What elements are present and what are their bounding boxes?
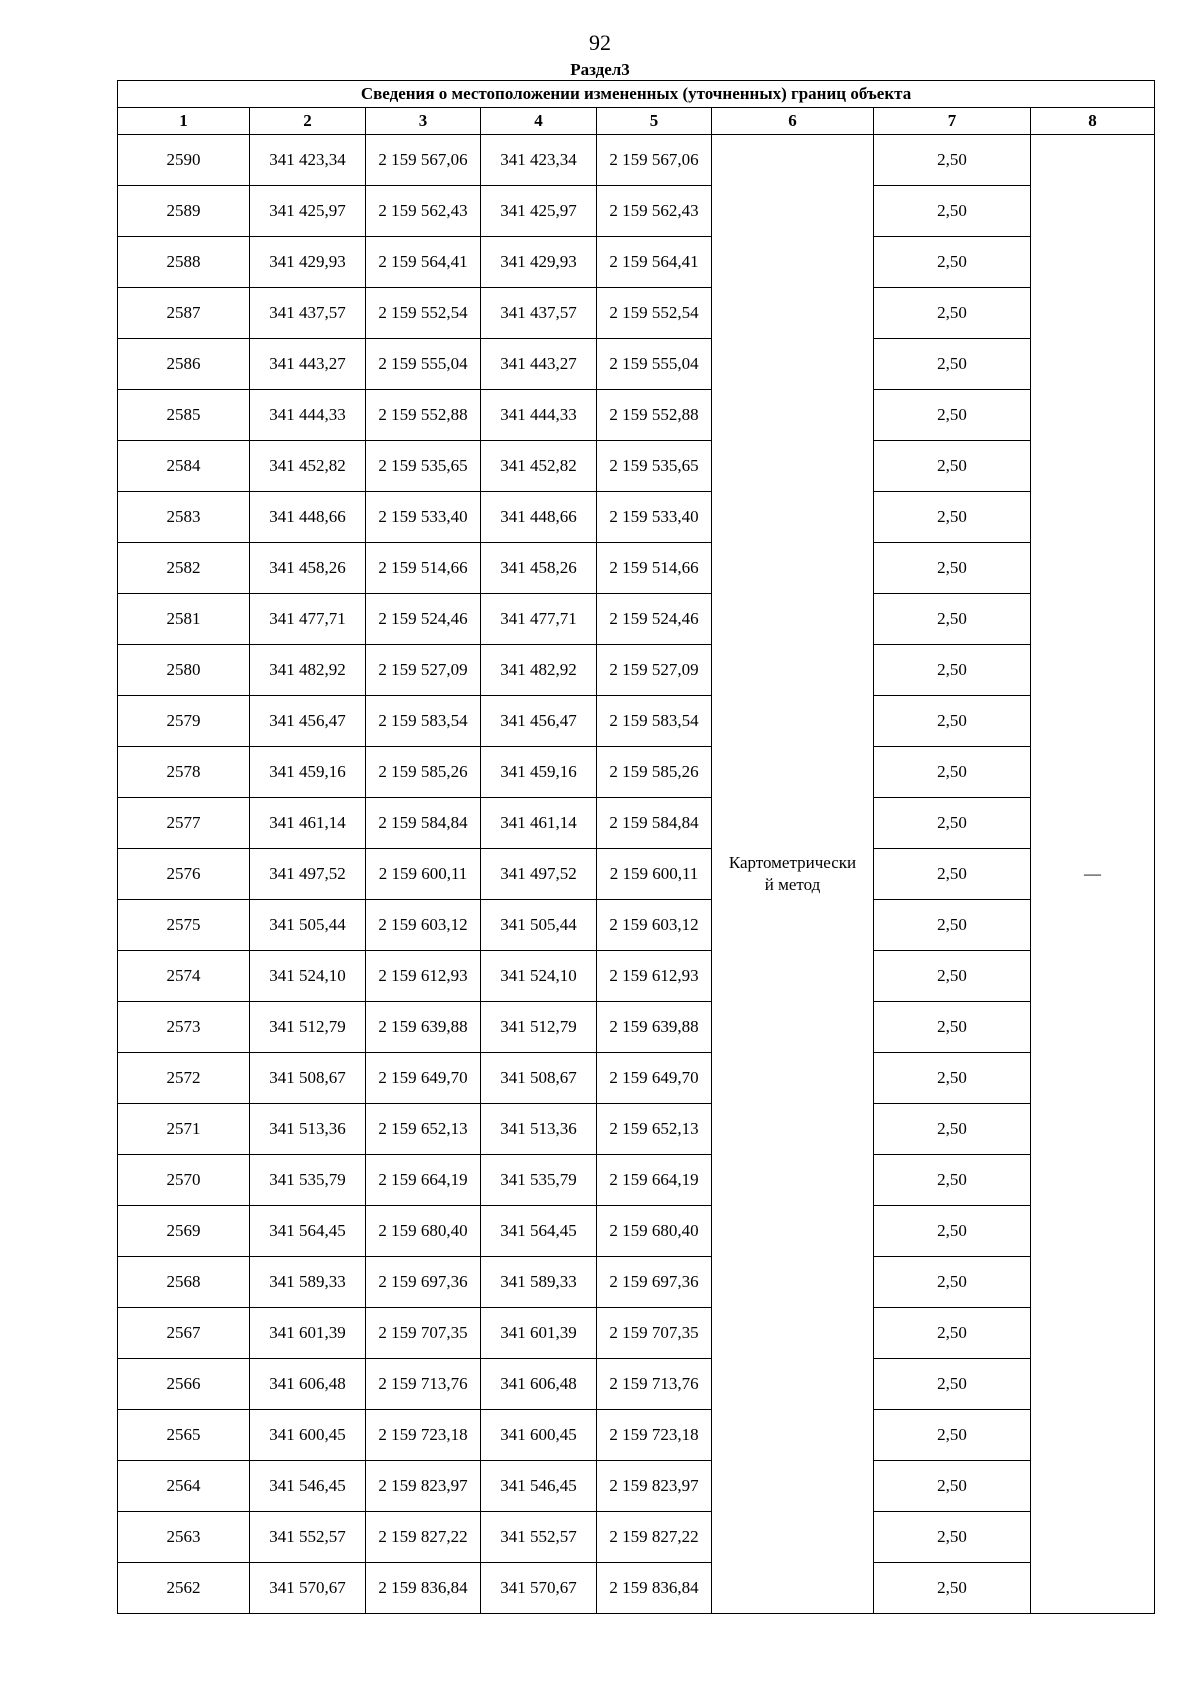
x-existing-cell: 341 437,57 xyxy=(250,288,366,339)
table-row xyxy=(118,186,1155,237)
table-row xyxy=(118,1002,1155,1053)
point-number-cell: 2580 xyxy=(118,645,250,696)
table-row xyxy=(118,1308,1155,1359)
y-new-cell: 2 159 527,09 xyxy=(597,645,712,696)
x-new-cell: 341 443,27 xyxy=(481,339,597,390)
x-new-cell: 341 524,10 xyxy=(481,951,597,1002)
x-existing-cell: 341 461,14 xyxy=(250,798,366,849)
point-number-cell: 2575 xyxy=(118,900,250,951)
x-existing-cell: 341 512,79 xyxy=(250,1002,366,1053)
point-number-cell: 2567 xyxy=(118,1308,250,1359)
y-existing-cell: 2 159 713,76 xyxy=(366,1359,481,1410)
accuracy-cell: 2,50 xyxy=(874,1002,1031,1053)
column-number-1: 1 xyxy=(118,108,250,135)
point-number-cell: 2572 xyxy=(118,1053,250,1104)
x-existing-cell: 341 452,82 xyxy=(250,441,366,492)
accuracy-cell: 2,50 xyxy=(874,645,1031,696)
accuracy-cell: 2,50 xyxy=(874,900,1031,951)
table-row xyxy=(118,1104,1155,1155)
accuracy-cell: 2,50 xyxy=(874,339,1031,390)
accuracy-cell: 2,50 xyxy=(874,543,1031,594)
point-number-cell: 2571 xyxy=(118,1104,250,1155)
column-number-5: 5 xyxy=(597,108,712,135)
y-new-cell: 2 159 836,84 xyxy=(597,1563,712,1614)
y-existing-cell: 2 159 524,46 xyxy=(366,594,481,645)
table-row xyxy=(118,1257,1155,1308)
accuracy-cell: 2,50 xyxy=(874,1308,1031,1359)
x-new-cell: 341 458,26 xyxy=(481,543,597,594)
y-new-cell: 2 159 823,97 xyxy=(597,1461,712,1512)
y-new-cell: 2 159 562,43 xyxy=(597,186,712,237)
x-new-cell: 341 437,57 xyxy=(481,288,597,339)
x-existing-cell: 341 535,79 xyxy=(250,1155,366,1206)
x-new-cell: 341 477,71 xyxy=(481,594,597,645)
table-row xyxy=(118,135,1155,186)
y-new-cell: 2 159 585,26 xyxy=(597,747,712,798)
accuracy-cell: 2,50 xyxy=(874,1053,1031,1104)
y-new-cell: 2 159 827,22 xyxy=(597,1512,712,1563)
x-existing-cell: 341 456,47 xyxy=(250,696,366,747)
point-number-cell: 2586 xyxy=(118,339,250,390)
note-cell: — xyxy=(1031,135,1155,1614)
method-cell xyxy=(712,135,874,1614)
y-new-cell: 2 159 555,04 xyxy=(597,339,712,390)
y-new-cell: 2 159 649,70 xyxy=(597,1053,712,1104)
x-new-cell: 341 459,16 xyxy=(481,747,597,798)
x-existing-cell: 341 505,44 xyxy=(250,900,366,951)
y-existing-cell: 2 159 603,12 xyxy=(366,900,481,951)
accuracy-cell: 2,50 xyxy=(874,390,1031,441)
column-number-4: 4 xyxy=(481,108,597,135)
point-number-cell: 2568 xyxy=(118,1257,250,1308)
column-number-3: 3 xyxy=(366,108,481,135)
x-new-cell: 341 552,57 xyxy=(481,1512,597,1563)
table-row xyxy=(118,696,1155,747)
point-number-cell: 2570 xyxy=(118,1155,250,1206)
x-existing-cell: 341 443,27 xyxy=(250,339,366,390)
y-existing-cell: 2 159 600,11 xyxy=(366,849,481,900)
method-text-line: Картометрически xyxy=(728,853,857,872)
accuracy-cell: 2,50 xyxy=(874,696,1031,747)
x-existing-cell: 341 482,92 xyxy=(250,645,366,696)
accuracy-cell: 2,50 xyxy=(874,186,1031,237)
x-new-cell: 341 601,39 xyxy=(481,1308,597,1359)
y-new-cell: 2 159 583,54 xyxy=(597,696,712,747)
table-row xyxy=(118,849,1155,900)
y-existing-cell: 2 159 555,04 xyxy=(366,339,481,390)
accuracy-cell: 2,50 xyxy=(874,492,1031,543)
point-number-cell: 2584 xyxy=(118,441,250,492)
y-new-cell: 2 159 723,18 xyxy=(597,1410,712,1461)
y-new-cell: 2 159 533,40 xyxy=(597,492,712,543)
y-new-cell: 2 159 612,93 xyxy=(597,951,712,1002)
accuracy-cell: 2,50 xyxy=(874,1563,1031,1614)
accuracy-cell: 2,50 xyxy=(874,1359,1031,1410)
y-existing-cell: 2 159 514,66 xyxy=(366,543,481,594)
x-new-cell: 341 606,48 xyxy=(481,1359,597,1410)
table-row xyxy=(118,492,1155,543)
point-number-cell: 2562 xyxy=(118,1563,250,1614)
y-new-cell: 2 159 697,36 xyxy=(597,1257,712,1308)
y-existing-cell: 2 159 552,88 xyxy=(366,390,481,441)
x-existing-cell: 341 600,45 xyxy=(250,1410,366,1461)
column-number-7: 7 xyxy=(874,108,1031,135)
x-existing-cell: 341 429,93 xyxy=(250,237,366,288)
y-new-cell: 2 159 603,12 xyxy=(597,900,712,951)
x-existing-cell: 341 477,71 xyxy=(250,594,366,645)
x-existing-cell: 341 546,45 xyxy=(250,1461,366,1512)
y-new-cell: 2 159 707,35 xyxy=(597,1308,712,1359)
y-existing-cell: 2 159 564,41 xyxy=(366,237,481,288)
y-new-cell: 2 159 514,66 xyxy=(597,543,712,594)
method-text-line: й метод xyxy=(764,875,821,894)
x-new-cell: 341 535,79 xyxy=(481,1155,597,1206)
point-number-cell: 2564 xyxy=(118,1461,250,1512)
accuracy-cell: 2,50 xyxy=(874,594,1031,645)
y-existing-cell: 2 159 836,84 xyxy=(366,1563,481,1614)
y-existing-cell: 2 159 707,35 xyxy=(366,1308,481,1359)
column-number-row xyxy=(118,108,1155,135)
point-number-cell: 2587 xyxy=(118,288,250,339)
x-new-cell: 341 497,52 xyxy=(481,849,597,900)
column-number-6: 6 xyxy=(712,108,874,135)
column-number-2: 2 xyxy=(250,108,366,135)
accuracy-cell: 2,50 xyxy=(874,1206,1031,1257)
accuracy-cell: 2,50 xyxy=(874,135,1031,186)
y-existing-cell: 2 159 612,93 xyxy=(366,951,481,1002)
table-row xyxy=(118,1461,1155,1512)
x-new-cell: 341 513,36 xyxy=(481,1104,597,1155)
y-new-cell: 2 159 535,65 xyxy=(597,441,712,492)
table-row xyxy=(118,900,1155,951)
point-number-cell: 2589 xyxy=(118,186,250,237)
y-new-cell: 2 159 600,11 xyxy=(597,849,712,900)
y-new-cell: 2 159 552,54 xyxy=(597,288,712,339)
point-number-cell: 2578 xyxy=(118,747,250,798)
y-new-cell: 2 159 584,84 xyxy=(597,798,712,849)
x-new-cell: 341 546,45 xyxy=(481,1461,597,1512)
y-new-cell: 2 159 680,40 xyxy=(597,1206,712,1257)
x-existing-cell: 341 444,33 xyxy=(250,390,366,441)
x-new-cell: 341 482,92 xyxy=(481,645,597,696)
x-new-cell: 341 423,34 xyxy=(481,135,597,186)
y-existing-cell: 2 159 697,36 xyxy=(366,1257,481,1308)
point-number-cell: 2569 xyxy=(118,1206,250,1257)
y-existing-cell: 2 159 583,54 xyxy=(366,696,481,747)
table-row xyxy=(118,1512,1155,1563)
y-existing-cell: 2 159 680,40 xyxy=(366,1206,481,1257)
point-number-cell: 2581 xyxy=(118,594,250,645)
accuracy-cell: 2,50 xyxy=(874,1155,1031,1206)
point-number-cell: 2583 xyxy=(118,492,250,543)
y-existing-cell: 2 159 533,40 xyxy=(366,492,481,543)
point-number-cell: 2585 xyxy=(118,390,250,441)
x-new-cell: 341 508,67 xyxy=(481,1053,597,1104)
y-existing-cell: 2 159 535,65 xyxy=(366,441,481,492)
y-existing-cell: 2 159 827,22 xyxy=(366,1512,481,1563)
y-existing-cell: 2 159 584,84 xyxy=(366,798,481,849)
table-row xyxy=(118,645,1155,696)
x-existing-cell: 341 497,52 xyxy=(250,849,366,900)
table-row xyxy=(118,339,1155,390)
x-new-cell: 341 589,33 xyxy=(481,1257,597,1308)
point-number-cell: 2579 xyxy=(118,696,250,747)
x-new-cell: 341 564,45 xyxy=(481,1206,597,1257)
x-existing-cell: 341 606,48 xyxy=(250,1359,366,1410)
accuracy-cell: 2,50 xyxy=(874,1257,1031,1308)
table-row xyxy=(118,288,1155,339)
table-row xyxy=(118,1563,1155,1614)
point-number-cell: 2573 xyxy=(118,1002,250,1053)
y-existing-cell: 2 159 567,06 xyxy=(366,135,481,186)
table-title: Сведения о местоположении измененных (уточненных) границ объекта xyxy=(118,81,1155,108)
point-number-cell: 2588 xyxy=(118,237,250,288)
column-number-8: 8 xyxy=(1031,108,1155,135)
table-row xyxy=(118,798,1155,849)
y-existing-cell: 2 159 585,26 xyxy=(366,747,481,798)
table-row xyxy=(118,543,1155,594)
accuracy-cell: 2,50 xyxy=(874,237,1031,288)
accuracy-cell: 2,50 xyxy=(874,1512,1031,1563)
accuracy-cell: 2,50 xyxy=(874,951,1031,1002)
accuracy-cell: 2,50 xyxy=(874,441,1031,492)
x-existing-cell: 341 513,36 xyxy=(250,1104,366,1155)
x-existing-cell: 341 423,34 xyxy=(250,135,366,186)
x-new-cell: 341 505,44 xyxy=(481,900,597,951)
x-new-cell: 341 444,33 xyxy=(481,390,597,441)
x-new-cell: 341 461,14 xyxy=(481,798,597,849)
x-existing-cell: 341 570,67 xyxy=(250,1563,366,1614)
y-existing-cell: 2 159 652,13 xyxy=(366,1104,481,1155)
table-row xyxy=(118,594,1155,645)
table-row xyxy=(118,1206,1155,1257)
x-existing-cell: 341 601,39 xyxy=(250,1308,366,1359)
x-new-cell: 341 512,79 xyxy=(481,1002,597,1053)
y-new-cell: 2 159 664,19 xyxy=(597,1155,712,1206)
x-new-cell: 341 429,93 xyxy=(481,237,597,288)
table-row xyxy=(118,390,1155,441)
table-row xyxy=(118,1410,1155,1461)
y-new-cell: 2 159 564,41 xyxy=(597,237,712,288)
point-number-cell: 2582 xyxy=(118,543,250,594)
table-row xyxy=(118,1359,1155,1410)
x-existing-cell: 341 459,16 xyxy=(250,747,366,798)
accuracy-cell: 2,50 xyxy=(874,747,1031,798)
x-new-cell: 341 448,66 xyxy=(481,492,597,543)
x-existing-cell: 341 552,57 xyxy=(250,1512,366,1563)
table-row xyxy=(118,1155,1155,1206)
point-number-cell: 2566 xyxy=(118,1359,250,1410)
x-new-cell: 341 600,45 xyxy=(481,1410,597,1461)
page-number: 92 xyxy=(589,30,611,55)
y-new-cell: 2 159 639,88 xyxy=(597,1002,712,1053)
point-number-cell: 2577 xyxy=(118,798,250,849)
y-existing-cell: 2 159 664,19 xyxy=(366,1155,481,1206)
accuracy-cell: 2,50 xyxy=(874,798,1031,849)
y-new-cell: 2 159 552,88 xyxy=(597,390,712,441)
point-number-cell: 2574 xyxy=(118,951,250,1002)
table-row xyxy=(118,951,1155,1002)
point-number-cell: 2590 xyxy=(118,135,250,186)
accuracy-cell: 2,50 xyxy=(874,1461,1031,1512)
y-new-cell: 2 159 567,06 xyxy=(597,135,712,186)
point-number-cell: 2565 xyxy=(118,1410,250,1461)
point-number-cell: 2576 xyxy=(118,849,250,900)
point-number-cell: 2563 xyxy=(118,1512,250,1563)
accuracy-cell: 2,50 xyxy=(874,288,1031,339)
x-existing-cell: 341 589,33 xyxy=(250,1257,366,1308)
y-existing-cell: 2 159 552,54 xyxy=(366,288,481,339)
y-new-cell: 2 159 713,76 xyxy=(597,1359,712,1410)
y-existing-cell: 2 159 823,97 xyxy=(366,1461,481,1512)
y-new-cell: 2 159 652,13 xyxy=(597,1104,712,1155)
x-new-cell: 341 452,82 xyxy=(481,441,597,492)
x-existing-cell: 341 508,67 xyxy=(250,1053,366,1104)
table-row xyxy=(118,747,1155,798)
accuracy-cell: 2,50 xyxy=(874,1104,1031,1155)
section-title: Раздел3 xyxy=(570,60,630,79)
y-existing-cell: 2 159 649,70 xyxy=(366,1053,481,1104)
accuracy-cell: 2,50 xyxy=(874,1410,1031,1461)
table-row xyxy=(118,1053,1155,1104)
x-new-cell: 341 570,67 xyxy=(481,1563,597,1614)
table-row xyxy=(118,441,1155,492)
x-existing-cell: 341 564,45 xyxy=(250,1206,366,1257)
x-existing-cell: 341 458,26 xyxy=(250,543,366,594)
x-existing-cell: 341 524,10 xyxy=(250,951,366,1002)
table-row xyxy=(118,237,1155,288)
x-existing-cell: 341 425,97 xyxy=(250,186,366,237)
y-new-cell: 2 159 524,46 xyxy=(597,594,712,645)
y-existing-cell: 2 159 639,88 xyxy=(366,1002,481,1053)
x-new-cell: 341 456,47 xyxy=(481,696,597,747)
table-body xyxy=(118,135,1155,1614)
y-existing-cell: 2 159 527,09 xyxy=(366,645,481,696)
x-new-cell: 341 425,97 xyxy=(481,186,597,237)
x-existing-cell: 341 448,66 xyxy=(250,492,366,543)
coordinates-table xyxy=(117,80,1155,1614)
y-existing-cell: 2 159 723,18 xyxy=(366,1410,481,1461)
y-existing-cell: 2 159 562,43 xyxy=(366,186,481,237)
accuracy-cell: 2,50 xyxy=(874,849,1031,900)
